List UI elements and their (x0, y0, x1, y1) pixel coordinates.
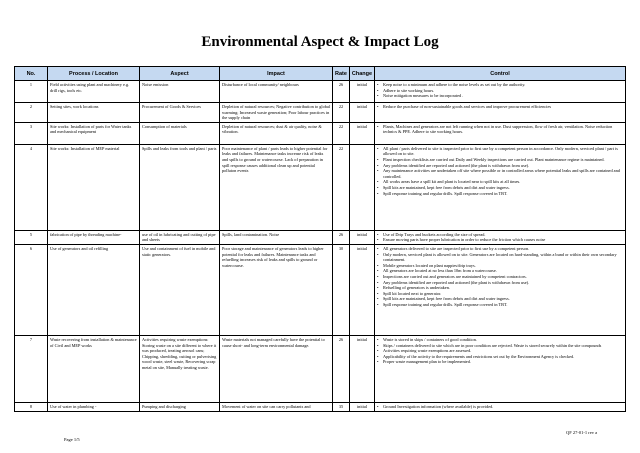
cell-no: 6 (15, 244, 48, 335)
table-row (15, 335, 626, 402)
cell-control (375, 103, 626, 123)
control-item: • All generators delivered to site are inspected prior to first use by a competent person. (377, 246, 623, 252)
cell-impact: Depletion of natural resources; dust & air quality, noise & vibration. (220, 122, 333, 144)
control-list (377, 124, 623, 135)
cell-control (375, 335, 626, 402)
cell-rate: 26 (333, 335, 350, 402)
header-process: Process / Location (48, 67, 140, 81)
cell-aspect: use of oil in lubricating and cutting of pipe and sheets (140, 230, 220, 244)
cell-impact: Waste materials not managed carefully have the potential to cause short- and long-term environmental damage. (220, 335, 333, 402)
cell-process: Waste recovering from installation & maintenance of Civil and MEP works (48, 335, 140, 402)
cell-rate: 22 (333, 122, 350, 144)
header-change: Change (350, 67, 375, 81)
table-body (15, 81, 626, 412)
cell-no: 4 (15, 144, 48, 230)
control-item: • Spill kits are maintained, kept free from debris and dirt and water ingress. (377, 185, 623, 191)
cell-impact: Poor storage and maintenance of generators leads to higher potential for leaks and failures. Maintenance tasks and refuelling increases risk of leaks and spills to ground or watercourse. (220, 244, 333, 335)
table-row (15, 81, 626, 103)
cell-aspect: Activities requiring waste exemptions: Storing waste on a site different to where it was produced, treating aerosol cans; Chipping, shredding, cutting or pulverising wood waste, steel waste, Recovering scrap metal on site, Manually treating waste. (140, 335, 220, 402)
control-item: • Spill kits are maintained, kept free from debris and dirt and water ingress. (377, 296, 623, 302)
cell-change: initial (350, 103, 375, 123)
cell-rate: 30 (333, 244, 350, 335)
control-list (377, 146, 623, 196)
cell-change (350, 144, 375, 230)
cell-change: initial (350, 335, 375, 402)
aspect-impact-table (14, 66, 626, 412)
control-list (377, 337, 623, 365)
cell-control (375, 244, 626, 335)
cell-process: Site works: Installation of parts for Water tanks and mechanical equipment (48, 122, 140, 144)
control-item: • Any problems identified are reported and actioned (the plant is withdrawn from use). (377, 280, 623, 286)
control-list (377, 404, 623, 410)
cell-change: initial (350, 230, 375, 244)
cell-no: 2 (15, 103, 48, 123)
control-item: • All works areas have a spill kit and plant is located near to spill kits at all times. (377, 179, 623, 185)
table-header-row (15, 67, 626, 81)
header-no: No. (15, 67, 48, 81)
cell-change: initial (350, 402, 375, 411)
cell-process: Site works: Installation of MEP material (48, 144, 140, 230)
control-item: • Spill kit located next to generator. (377, 291, 623, 297)
control-list (377, 246, 623, 308)
table-row (15, 103, 626, 123)
cell-control (375, 402, 626, 411)
table-row (15, 244, 626, 335)
control-item: • Inspections are carried out and generators are maintained by competent contractors. (377, 274, 623, 280)
cell-impact: Poor maintenance of plant / parts leads to higher potential for leaks and failures. Maintenance tasks increase risk of leaks and spills to ground or watercourse. Lack of preparation in spill response causes additional clean up and potential polluton events (220, 144, 333, 230)
cell-control (375, 122, 626, 144)
control-item: • Spill response training and regular drills. Spill response covered in TBT. (377, 191, 623, 197)
control-item: • Adhere to site working hours. (377, 88, 623, 94)
control-item: • All plant / parts delivered to site is inspected prior to first use by a competent person in accordance. Only modern, serviced plant / part is allowed on to site. (377, 146, 623, 157)
table-row (15, 402, 626, 411)
cell-aspect: Noise emission (140, 81, 220, 103)
cell-impact: Spills, land contamination. Noise (220, 230, 333, 244)
cell-aspect: Spills and leaks from tools and plant / parts (140, 144, 220, 230)
cell-impact: Movement of water on site can carry pollutants and (220, 402, 333, 411)
cell-process: Field activities using plant and machinery e.g. drill rigs, tools etc. (48, 81, 140, 103)
control-item: • Proper waste management plan to be implemented. (377, 359, 623, 365)
page-number: Page 1/5 (64, 437, 80, 442)
control-item: • Use of Drip Trays and buckets according the size of spread. (377, 232, 623, 238)
cell-no: 8 (15, 402, 48, 411)
header-aspect: Aspect (140, 67, 220, 81)
cell-impact: Depletion of natural resources; Negative contribution to global warming; Increased waste generation; Poor labour practices in the supply chain (220, 103, 333, 123)
cell-rate: 26 (333, 230, 350, 244)
control-item: • Only modern, serviced plant is allowed on to site. Generators are located on hard-standing, within a bund or within their own secondary containment. (377, 252, 623, 263)
document-title: Environmental Aspect & Impact Log (201, 34, 439, 50)
document-code: QF 27-01-1 rev a (566, 430, 598, 435)
cell-change: initial (350, 122, 375, 144)
control-item: • Plants, Machines and generators are not left running when not in use. Dust suppression, flow of fresh air, ventilation. Noise reduction technics & PPE. Adhere to site working hours. (377, 124, 623, 135)
cell-process: fabrication of pipe by threading machine- (48, 230, 140, 244)
control-list (377, 82, 623, 99)
cell-no: 1 (15, 81, 48, 103)
cell-rate: 35 (333, 402, 350, 411)
table-row (15, 122, 626, 144)
control-list (377, 104, 623, 110)
control-item: • Refuelling of generators is undertaken. (377, 285, 623, 291)
cell-process: Use of generators and oil refilling (48, 244, 140, 335)
control-item: • Any problems identified are reported and actioned (the plant is withdrawn from use). (377, 163, 623, 169)
cell-rate: 26 (333, 81, 350, 103)
header-rate: Rate (333, 67, 350, 81)
cell-aspect: Use and containment of fuel in mobile and static generators. (140, 244, 220, 335)
control-item: • Skips / containers delivered to site which are in poor condition are rejected. Waste is stored securely within the site compounds (377, 343, 623, 349)
table-row (15, 144, 626, 230)
cell-no: 7 (15, 335, 48, 402)
control-item: • Ground Investigation information (where available) is provided. (377, 404, 623, 410)
control-item: • Mobile generators located on plant nappies/drip trays. (377, 263, 623, 269)
cell-process: Setting sites, work locations (48, 103, 140, 123)
header-impact: Impact (220, 67, 333, 81)
control-item: • Noise mitigation measures to be incorporated . (377, 93, 623, 99)
header-control: Control (375, 67, 626, 81)
cell-rate: 22 (333, 103, 350, 123)
control-item: • Spill response training and regular drills. Spill response covered in TBT. (377, 302, 623, 308)
cell-impact: Disturbance of local community/ neighbours (220, 81, 333, 103)
control-item: • Plant inspection checklists are carried out Daily and Weekly inspections are carried out. Plant maintenance regime is maintained. (377, 157, 623, 163)
cell-control (375, 144, 626, 230)
control-item: • Ensure moving parts have proper lubrication in order to reduce the friction which causes noise (377, 237, 623, 243)
cell-no: 3 (15, 122, 48, 144)
cell-change: initial (350, 81, 375, 103)
control-item: • Waste is stored in skips / containers of good condition. (377, 337, 623, 343)
table-row (15, 230, 626, 244)
control-list (377, 232, 623, 243)
control-item: • All generators are located at no less than 10m from a watercourse. (377, 268, 623, 274)
control-item: • Keep noise to a minimum and adhere to the noise levels as set out by the authority. (377, 82, 623, 88)
cell-control (375, 230, 626, 244)
cell-aspect: Pumping and discharging (140, 402, 220, 411)
cell-process: Use of water in plumbing - (48, 402, 140, 411)
cell-aspect: Procurement of Goods & Services (140, 103, 220, 123)
control-item: • Any maintenance activities are undertaken off site where possible or in controlled areas where potential leaks and spills are contained and controlled. (377, 168, 623, 179)
cell-control (375, 81, 626, 103)
cell-aspect: Consumption of materials (140, 122, 220, 144)
control-item: • Applicability of the activity to the requirements and restrictions set out by the Environment Agency is checked. (377, 354, 623, 360)
cell-change: initial (350, 244, 375, 335)
cell-rate: 22 (333, 144, 350, 230)
control-item: • Reduce the purchase of non-sustainable goods and services and improve procurement efficiencies (377, 104, 623, 110)
control-item: • Activities requiring waste exemptions are assessed. (377, 348, 623, 354)
cell-no: 5 (15, 230, 48, 244)
